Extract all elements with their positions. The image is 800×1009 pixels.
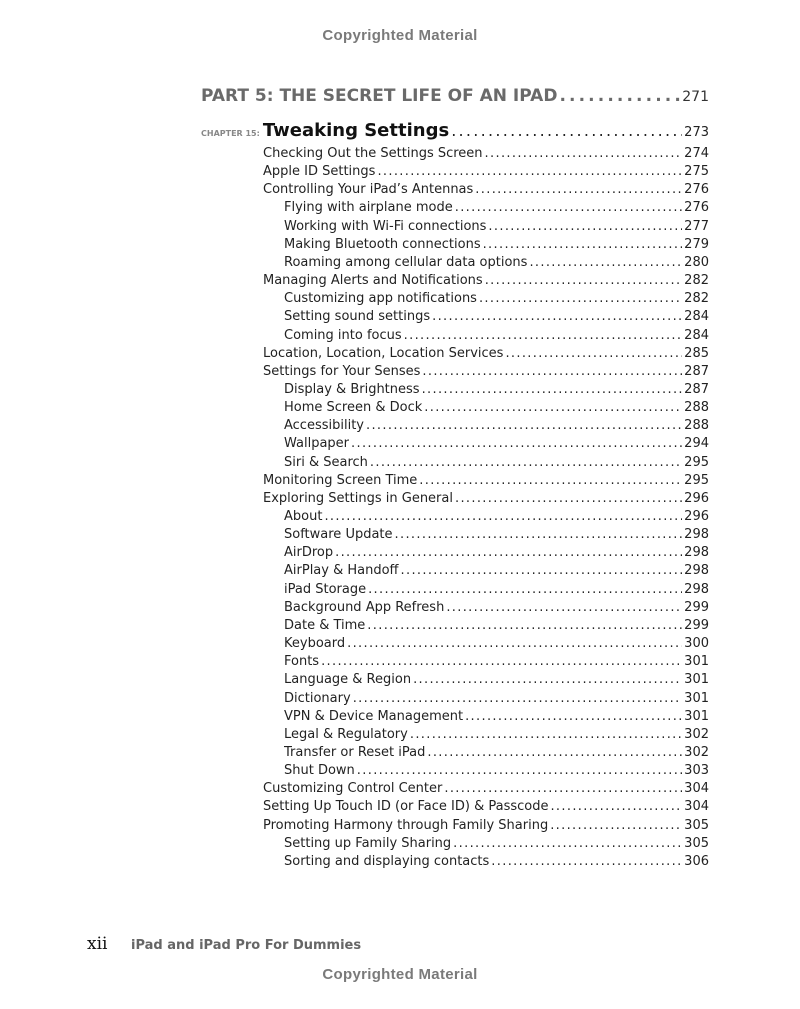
dot-leader <box>479 291 682 306</box>
dot-leader <box>432 309 682 324</box>
entry-page: 277 <box>684 218 709 234</box>
entry-title: Roaming among cellular data options <box>284 254 528 270</box>
toc-entry[interactable] <box>284 527 709 545</box>
dot-leader <box>370 455 682 470</box>
entry-title: Monitoring Screen Time <box>263 472 418 488</box>
entry-page: 303 <box>684 763 709 779</box>
toc-entry[interactable] <box>284 545 709 563</box>
entry-page: 275 <box>684 164 709 180</box>
entry-page: 276 <box>684 200 709 216</box>
toc-entry[interactable] <box>263 364 709 382</box>
entry-title: Dictionary <box>284 690 351 706</box>
toc-entry[interactable] <box>284 672 709 690</box>
entry-page: 301 <box>684 708 709 724</box>
dot-leader <box>353 691 682 706</box>
toc-entry[interactable] <box>263 182 709 200</box>
entry-page: 294 <box>684 436 709 452</box>
dot-leader <box>465 709 682 724</box>
dot-leader <box>368 582 682 597</box>
toc-entry[interactable] <box>284 237 709 255</box>
copyright-watermark-bottom: Copyrighted Material <box>322 966 478 983</box>
entry-title: Language & Region <box>284 672 412 688</box>
entry-page: 276 <box>684 182 709 198</box>
toc-entry[interactable] <box>263 346 709 364</box>
toc-entry[interactable] <box>284 563 709 581</box>
entry-title: Display & Brightness <box>284 381 420 397</box>
chapter-label: CHAPTER 15: <box>201 129 260 138</box>
running-footer-title: iPad and iPad Pro For Dummies <box>131 938 362 953</box>
toc-entry[interactable] <box>284 255 709 273</box>
dot-leader <box>419 473 682 488</box>
dot-leader <box>424 400 682 415</box>
dot-leader <box>444 781 682 796</box>
entry-title: VPN & Device Management <box>284 708 464 724</box>
entry-title: Apple ID Settings <box>263 164 376 180</box>
entry-title: Date & Time <box>284 617 366 633</box>
dot-leader <box>529 255 682 270</box>
dot-leader <box>351 436 682 451</box>
toc-entry[interactable] <box>284 436 709 454</box>
dot-leader <box>455 491 682 506</box>
dot-leader <box>427 745 682 760</box>
entry-page: 288 <box>684 418 709 434</box>
dot-leader <box>377 164 682 179</box>
entry-title: Coming into focus <box>284 327 402 343</box>
entry-title: Transfer or Reset iPad <box>284 744 426 760</box>
entry-page: 284 <box>684 327 709 343</box>
entry-page: 300 <box>684 636 709 652</box>
entry-title: AirDrop <box>284 545 334 561</box>
chapter-heading[interactable] <box>201 120 709 141</box>
entry-page: 282 <box>684 273 709 289</box>
entry-page: 298 <box>684 527 709 543</box>
entry-page: 301 <box>684 672 709 688</box>
dot-leader <box>367 618 682 633</box>
toc-entry[interactable] <box>263 818 709 836</box>
toc-entry[interactable] <box>284 309 709 327</box>
toc-entry[interactable] <box>284 745 709 763</box>
dot-leader <box>550 818 682 833</box>
toc-entry[interactable] <box>263 146 709 164</box>
dot-leader <box>453 836 682 851</box>
toc-entry[interactable] <box>263 164 709 182</box>
toc-entry[interactable] <box>284 618 709 636</box>
entry-title: Flying with airplane mode <box>284 200 453 216</box>
entry-page: 298 <box>684 563 709 579</box>
dot-leader <box>366 418 682 433</box>
toc-entry[interactable] <box>284 200 709 218</box>
dot-leader <box>491 854 682 869</box>
entry-page: 299 <box>684 617 709 633</box>
entry-page: 296 <box>684 509 709 524</box>
entry-page: 279 <box>684 236 709 252</box>
entry-page: 305 <box>684 835 709 851</box>
entry-page: 302 <box>684 726 709 742</box>
entry-title: Setting sound settings <box>284 309 431 325</box>
dot-leader <box>446 600 682 615</box>
entry-title: Setting Up Touch ID (or Face ID) & Passcode <box>263 799 549 815</box>
entry-title: About <box>284 509 323 524</box>
toc-entry[interactable] <box>284 763 709 781</box>
entry-title: Home Screen & Dock <box>284 400 423 416</box>
toc-entry[interactable] <box>284 582 709 600</box>
part-page: 271 <box>682 89 709 105</box>
entry-page: 302 <box>684 744 709 760</box>
dot-leader <box>413 672 682 687</box>
dot-leader <box>485 146 683 161</box>
toc-entry[interactable] <box>263 491 709 509</box>
dot-leader <box>335 545 682 560</box>
entry-page: 287 <box>684 381 709 397</box>
dot-leader <box>451 121 682 140</box>
entry-title: Checking Out the Settings Screen <box>263 146 483 161</box>
entry-title: Keyboard <box>284 636 346 652</box>
page-number: xii <box>87 934 108 954</box>
entry-title: Settings for Your Senses <box>263 363 421 379</box>
toc-entry[interactable] <box>284 328 709 346</box>
entry-title: Customizing app notifications <box>284 291 477 307</box>
entry-page: 306 <box>684 853 709 869</box>
dot-leader <box>321 654 682 669</box>
entry-title: Managing Alerts and Notifications <box>263 273 483 289</box>
toc-entry[interactable] <box>284 509 709 527</box>
copyright-watermark-top: Copyrighted Material <box>322 27 478 44</box>
entry-page: 304 <box>684 799 709 815</box>
entry-title: Shut Down <box>284 763 355 779</box>
chapter-title: Tweaking Settings <box>262 120 450 141</box>
entry-title: Wallpaper <box>284 436 350 452</box>
entry-page: 287 <box>684 363 709 379</box>
entry-title: Background App Refresh <box>284 599 445 615</box>
toc-entry[interactable] <box>284 727 709 745</box>
dot-leader <box>404 328 683 343</box>
toc-entry[interactable] <box>284 455 709 473</box>
entry-title: Controlling Your iPad’s Antennas <box>263 182 474 198</box>
entry-title: Making Bluetooth connections <box>284 236 481 252</box>
part-heading[interactable] <box>201 86 709 106</box>
entry-title: Fonts <box>284 654 320 670</box>
dot-leader <box>395 527 683 542</box>
dot-leader <box>475 182 682 197</box>
dot-leader <box>550 799 682 814</box>
entry-page: 296 <box>684 490 709 506</box>
entry-title: Promoting Harmony through Family Sharing <box>263 817 549 833</box>
entry-page: 301 <box>684 654 709 670</box>
dot-leader <box>422 364 682 379</box>
entry-page: 298 <box>684 545 709 561</box>
toc-entry[interactable] <box>284 382 709 400</box>
entry-title: Legal & Regulatory <box>284 726 408 742</box>
entry-title: Location, Location, Location Services <box>263 345 504 361</box>
chapter-page: 273 <box>684 125 709 140</box>
entry-page: 298 <box>684 581 709 597</box>
dot-leader <box>505 346 682 361</box>
entry-page: 301 <box>684 690 709 706</box>
entry-title: Software Update <box>284 527 393 543</box>
entry-page: 282 <box>684 291 709 307</box>
entry-page: 304 <box>684 781 709 797</box>
dot-leader <box>410 727 682 742</box>
entry-page: 284 <box>684 309 709 325</box>
toc-entry[interactable] <box>284 219 709 237</box>
entry-title: Siri & Search <box>284 454 368 470</box>
entry-page: 288 <box>684 400 709 416</box>
dot-leader <box>488 219 682 234</box>
entry-title: Exploring Settings in General <box>263 490 453 506</box>
toc-entry[interactable] <box>284 418 709 436</box>
toc-entry[interactable] <box>284 600 709 618</box>
entry-page: 285 <box>684 345 709 361</box>
toc-entry[interactable] <box>263 781 709 799</box>
entry-page: 274 <box>684 146 709 161</box>
dot-leader <box>559 86 680 106</box>
toc-entry[interactable] <box>284 709 709 727</box>
toc-entry[interactable] <box>263 473 709 491</box>
entry-page: 295 <box>684 472 709 488</box>
dot-leader <box>324 509 682 524</box>
toc-entry[interactable] <box>263 799 709 817</box>
dot-leader <box>401 563 683 578</box>
dot-leader <box>422 382 683 397</box>
part-title: PART 5: THE SECRET LIFE OF AN IPAD <box>201 86 558 106</box>
toc-entry[interactable] <box>284 636 709 654</box>
entry-title: Setting up Family Sharing <box>284 835 452 851</box>
toc-entry[interactable] <box>284 836 709 854</box>
dot-leader <box>483 237 683 252</box>
entry-title: Customizing Control Center <box>263 781 443 797</box>
entry-title: Sorting and displaying contacts <box>284 853 490 869</box>
toc-entry[interactable] <box>284 400 709 418</box>
entry-page: 305 <box>684 817 709 833</box>
toc-entry[interactable] <box>284 691 709 709</box>
entry-page: 295 <box>684 454 709 470</box>
entry-page: 280 <box>684 254 709 270</box>
entry-title: AirPlay & Handoff <box>284 563 399 579</box>
toc-entry[interactable] <box>284 291 709 309</box>
dot-leader <box>357 763 682 778</box>
toc-entry[interactable] <box>284 854 709 872</box>
dot-leader <box>347 636 682 651</box>
entry-page: 299 <box>684 599 709 615</box>
entry-title: Accessibility <box>284 418 364 434</box>
dot-leader <box>485 273 682 288</box>
entry-title: iPad Storage <box>284 581 367 597</box>
toc-entry[interactable] <box>263 273 709 291</box>
entry-title: Working with Wi-Fi connections <box>284 218 487 234</box>
toc-entry[interactable] <box>284 654 709 672</box>
dot-leader <box>455 200 682 215</box>
